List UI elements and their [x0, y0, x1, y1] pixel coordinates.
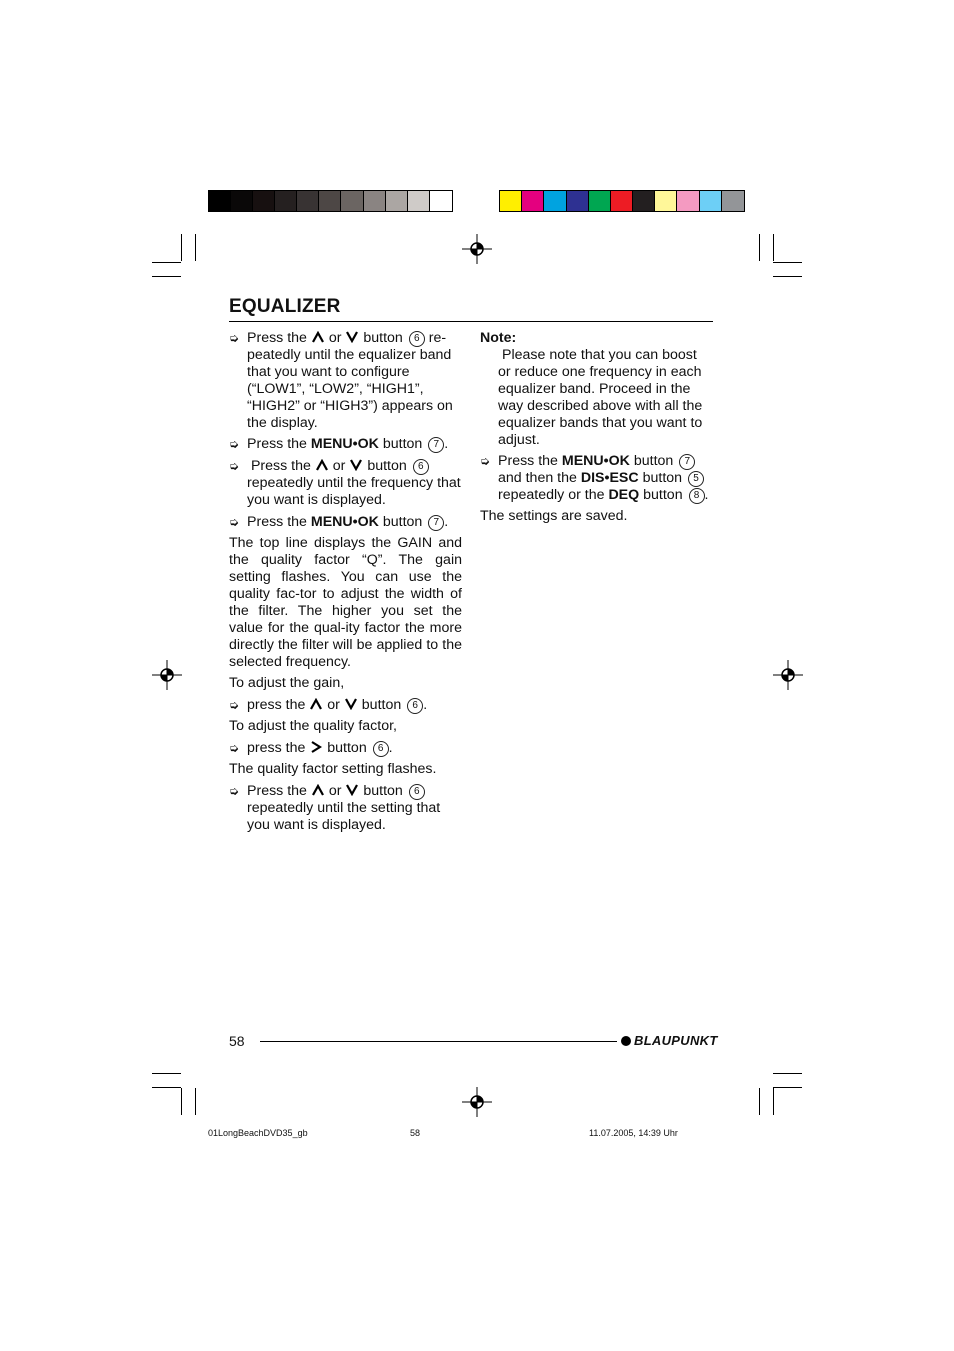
button-number-badge: 6	[373, 741, 389, 757]
crop-mark	[773, 1073, 802, 1074]
up-button-icon	[316, 459, 328, 471]
crop-mark	[195, 234, 196, 261]
color-swatch	[231, 191, 253, 211]
quality-intro: To adjust the quality factor,	[229, 718, 397, 734]
step-select-band: ➭ Press the or button 6 re- peatedly until the equalizer band that you want to configure (“LOW1”, “LOW2”, “HIGH1”, “HIGH2” or “HIGH3”) appears on the display.	[229, 330, 453, 431]
up-button-icon	[312, 784, 324, 796]
color-swatch	[297, 191, 319, 211]
hand-pointer-icon: ➭	[229, 437, 240, 451]
button-number-badge: 5	[688, 471, 704, 487]
registration-mark-icon	[152, 660, 182, 690]
hand-pointer-icon: ➭	[229, 741, 240, 755]
brand-dot-icon	[621, 1036, 631, 1046]
button-number-badge: 7	[679, 454, 695, 470]
color-swatch	[319, 191, 341, 211]
crop-mark	[181, 234, 182, 261]
color-swatch	[677, 191, 699, 211]
down-button-icon	[346, 784, 358, 796]
page-number: 58	[229, 1033, 245, 1049]
down-button-icon	[350, 459, 362, 471]
slug-date: 11.07.2005, 14:39 Uhr	[589, 1128, 678, 1138]
slug-page: 58	[410, 1128, 421, 1138]
color-swatch	[408, 191, 430, 211]
crop-mark	[195, 1088, 196, 1115]
color-swatch	[253, 191, 275, 211]
right-column	[480, 330, 713, 525]
button-number-badge: 7	[428, 515, 444, 531]
left-column	[229, 330, 462, 834]
note-text: Please note that you can boost or reduce one frequency in each equalizer band. Proceed in the way described above with all the equalizer bands that you want to adjust.	[498, 347, 703, 448]
crop-mark	[773, 276, 802, 277]
saved-note: The settings are saved.	[480, 508, 628, 524]
color-swatch	[522, 191, 544, 211]
color-swatch	[364, 191, 386, 211]
hand-pointer-icon: ➭	[229, 784, 240, 798]
button-number-badge: 6	[409, 784, 425, 800]
crop-mark	[181, 1088, 182, 1115]
gain-intro: To adjust the gain,	[229, 675, 345, 691]
hand-pointer-icon: ➭	[229, 459, 240, 473]
step-select-quality: ➭ press the button 6 .	[229, 740, 393, 756]
page-title: EQUALIZER	[229, 296, 341, 317]
brand-logo: BLAUPUNKT	[621, 1033, 718, 1048]
step-select-frequency: ➭ Press the or button 6 repeatedly until the frequency that you want is displayed.	[229, 458, 461, 508]
step-adjust-setting: ➭ Press the or button 6 repeatedly until the setting that you want is displayed.	[229, 783, 441, 833]
step-adjust-gain: ➭ press the or button 6 .	[229, 697, 428, 713]
slug-filename: 01LongBeachDVD35_gb	[208, 1128, 308, 1138]
hand-pointer-icon: ➭	[229, 331, 240, 345]
button-number-badge: 6	[407, 698, 423, 714]
color-swatch	[275, 191, 297, 211]
color-swatch	[386, 191, 408, 211]
crop-mark	[152, 1073, 181, 1074]
registration-mark-icon	[462, 1087, 492, 1117]
registration-mark-icon	[462, 234, 492, 264]
footer-rule	[260, 1041, 617, 1042]
color-swatch	[341, 191, 363, 211]
registration-mark-icon	[773, 660, 803, 690]
gray-calibration-bar	[208, 190, 453, 212]
hand-pointer-icon: ➭	[480, 454, 491, 468]
crop-mark	[773, 1087, 802, 1088]
button-number-badge: 8	[689, 488, 705, 504]
color-swatch	[209, 191, 231, 211]
down-button-icon	[346, 331, 358, 343]
step-menu-ok: ➭ Press the MENU•OK button 7 .	[229, 436, 449, 452]
color-swatch	[611, 191, 633, 211]
color-swatch	[567, 191, 589, 211]
gain-quality-paragraph: The top line displays the GAIN and the quality factor “Q”. The gain setting flashes. You can use the quality fac-tor to adjust the width of the filter. The higher you set the value for the qual-ity factor the more directly the filter will be applied to the selected frequency.	[229, 535, 462, 670]
hand-pointer-icon: ➭	[229, 698, 240, 712]
crop-mark	[759, 234, 760, 261]
title-rule	[229, 321, 713, 322]
crop-mark	[759, 1088, 760, 1115]
color-swatch	[700, 191, 722, 211]
button-number-badge: 6	[413, 459, 429, 475]
note-label: Note:	[480, 330, 517, 346]
color-swatch	[655, 191, 677, 211]
crop-mark	[773, 1088, 774, 1115]
crop-mark	[152, 262, 181, 263]
color-swatch	[500, 191, 522, 211]
button-number-badge: 7	[428, 437, 444, 453]
up-button-icon	[312, 331, 324, 343]
right-button-icon	[310, 741, 322, 753]
button-number-badge: 6	[409, 331, 425, 347]
down-button-icon	[345, 698, 357, 710]
color-swatch	[544, 191, 566, 211]
quality-flash-note: The quality factor setting flashes.	[229, 761, 437, 777]
color-calibration-bar	[499, 190, 745, 212]
crop-mark	[152, 1087, 181, 1088]
step-save-settings: ➭ Press the MENU•OK button 7 and then the DIS•ESC button 5 repeatedly or the DEQ button 8 .	[480, 453, 709, 503]
color-swatch	[589, 191, 611, 211]
crop-mark	[773, 234, 774, 261]
color-swatch	[430, 191, 452, 211]
color-swatch	[633, 191, 655, 211]
hand-pointer-icon: ➭	[229, 515, 240, 529]
up-button-icon	[310, 698, 322, 710]
color-swatch	[722, 191, 744, 211]
step-menu-ok-2: ➭ Press the MENU•OK button 7 .	[229, 514, 449, 530]
crop-mark	[773, 262, 802, 263]
crop-mark	[152, 276, 181, 277]
